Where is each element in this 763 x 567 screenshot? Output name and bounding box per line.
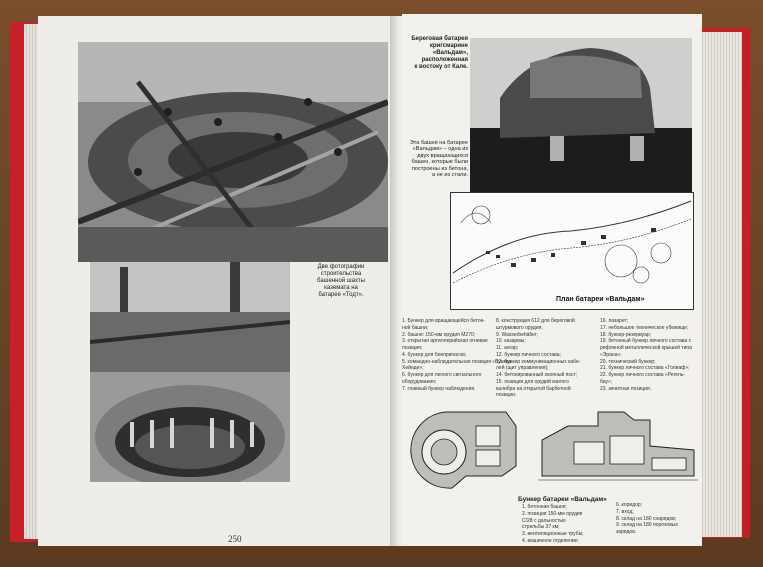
legend-item: стрельбы 37 км; bbox=[522, 524, 560, 531]
legend-item: 14. бетонированный окопный пост; bbox=[496, 372, 578, 378]
bunker-legend-col-2 bbox=[616, 502, 700, 536]
legend-item: 13. бункер коммуникационных кабе- bbox=[496, 358, 581, 365]
bunker-section-drawing bbox=[538, 406, 698, 488]
legend-item: 11. ангар; bbox=[496, 345, 519, 351]
battery-plan-diagram bbox=[450, 192, 694, 310]
legend-item: Хейнде»; bbox=[402, 365, 424, 372]
legend-item: оборудования; bbox=[402, 378, 437, 385]
legend-item: 3. вентиляционные трубы; bbox=[522, 531, 584, 537]
legend-item: позиции. bbox=[496, 392, 517, 399]
legend-item: позиция; bbox=[402, 345, 423, 351]
legend-item: 15. позиция для орудий малого bbox=[496, 378, 569, 385]
caption-line: каземата на bbox=[324, 284, 358, 291]
legend-item: 8. конструкция 612 для береговой bbox=[496, 318, 575, 324]
left-page bbox=[38, 16, 398, 546]
legend-item: 8. склад на 180 снарядов; bbox=[616, 515, 677, 522]
legend-item: 5. командно-наблюдательная позиция «Бункер bbox=[402, 358, 512, 365]
legend-item: 12. бункер личного состава; bbox=[496, 351, 561, 358]
bunker-legend-col-1 bbox=[522, 504, 612, 545]
legend-item: 9. Wasserbehälter; bbox=[496, 331, 538, 338]
caption-line: а не из стали. bbox=[431, 172, 468, 179]
caption-line: «Вальдам» – одна из bbox=[412, 146, 468, 153]
caption-line: башенной шахты bbox=[317, 277, 365, 284]
legend-item: 20. технический бункер; bbox=[600, 358, 656, 365]
caption-line: «Вальдам», bbox=[432, 49, 468, 56]
caption-line: башен, которые были bbox=[411, 159, 468, 166]
construction-photo-bottom bbox=[90, 262, 290, 482]
coastal-battery-caption bbox=[404, 36, 468, 70]
construction-caption bbox=[296, 264, 386, 298]
plan-legend-col-2 bbox=[496, 318, 596, 399]
tower-caption bbox=[402, 140, 468, 179]
legend-item: 9. склад на 180 пороховых bbox=[616, 522, 678, 529]
legend-item: C/28 с дальностью bbox=[522, 517, 566, 524]
page-edges-right bbox=[700, 32, 742, 537]
legend-item: лей (щит управления); bbox=[496, 365, 549, 372]
legend-item: калибра на открытой барбетной bbox=[496, 385, 571, 392]
caption-line: Береговая батарея bbox=[411, 36, 468, 42]
legend-item: 21. бункер личного состава «Голиаф»; bbox=[600, 365, 690, 372]
legend-item: 4. бункер для боеприпасов; bbox=[402, 351, 467, 358]
legend-item: штурмового орудия; bbox=[496, 324, 543, 331]
legend-item: 17. небольшое техническое убежище; bbox=[600, 324, 689, 331]
legend-item: 23. зенитная позиция. bbox=[600, 385, 652, 392]
construction-photo-top bbox=[78, 42, 388, 262]
legend-item: 3. открытая артиллерийская огневая bbox=[402, 338, 488, 345]
left-page-number: 250 bbox=[228, 534, 242, 544]
tower-photo bbox=[470, 38, 692, 198]
legend-item: 10. казармы; bbox=[496, 338, 526, 345]
caption-line: батарее «Тодт». bbox=[318, 291, 364, 298]
legend-item: 1. Бункер для вращающейся бетон- bbox=[402, 318, 486, 324]
legend-item: 18. бункер-резервуар; bbox=[600, 331, 652, 338]
legend-item: 16. лазарет; bbox=[600, 318, 629, 324]
bunker-title: Бункер батареи «Вальдам» bbox=[518, 496, 607, 503]
caption-line: Эта башня на батарее bbox=[409, 140, 468, 146]
caption-line: строительства bbox=[320, 270, 362, 277]
plan-legend-col-3 bbox=[600, 318, 700, 392]
caption-line: двух вращающихся bbox=[417, 152, 468, 159]
caption-line: Две фотографии bbox=[317, 264, 365, 270]
legend-item: 7. главный бункер наблюдения. bbox=[402, 385, 476, 392]
caption-line: построены из бетона, bbox=[411, 165, 468, 172]
bunker-plan-drawing bbox=[406, 406, 526, 498]
legend-item: 22. бункер личного состава «Регель- bbox=[600, 372, 686, 378]
legend-item: 2. позиция 150-мм орудия bbox=[522, 510, 583, 517]
legend-item: 19. бетонный бункер личного состава с рифленой металлической крышей типа «Эрана»; bbox=[600, 338, 692, 358]
legend-item: бау»; bbox=[600, 378, 613, 385]
right-page bbox=[402, 14, 702, 546]
legend-item: 7. вход; bbox=[616, 508, 634, 515]
caption-line: к востоку от Кале. bbox=[414, 63, 468, 70]
legend-item: 2. башня: 150-мм орудия М270; bbox=[402, 331, 476, 338]
legend-item: 6. бункер для легкого сигнального bbox=[402, 372, 482, 378]
caption-line: кригсмарине bbox=[429, 42, 468, 49]
legend-item: зарядов. bbox=[616, 529, 637, 535]
caption-line: расположенная bbox=[421, 56, 468, 63]
legend-item: ной башни; bbox=[402, 324, 429, 331]
legend-item: 1. бетонная башня; bbox=[522, 504, 567, 510]
legend-item: 6. коридор; bbox=[616, 502, 643, 508]
plan-title: План батареи «Вальдам» bbox=[556, 296, 645, 303]
legend-item: 4. машинное отделение; bbox=[522, 537, 579, 544]
